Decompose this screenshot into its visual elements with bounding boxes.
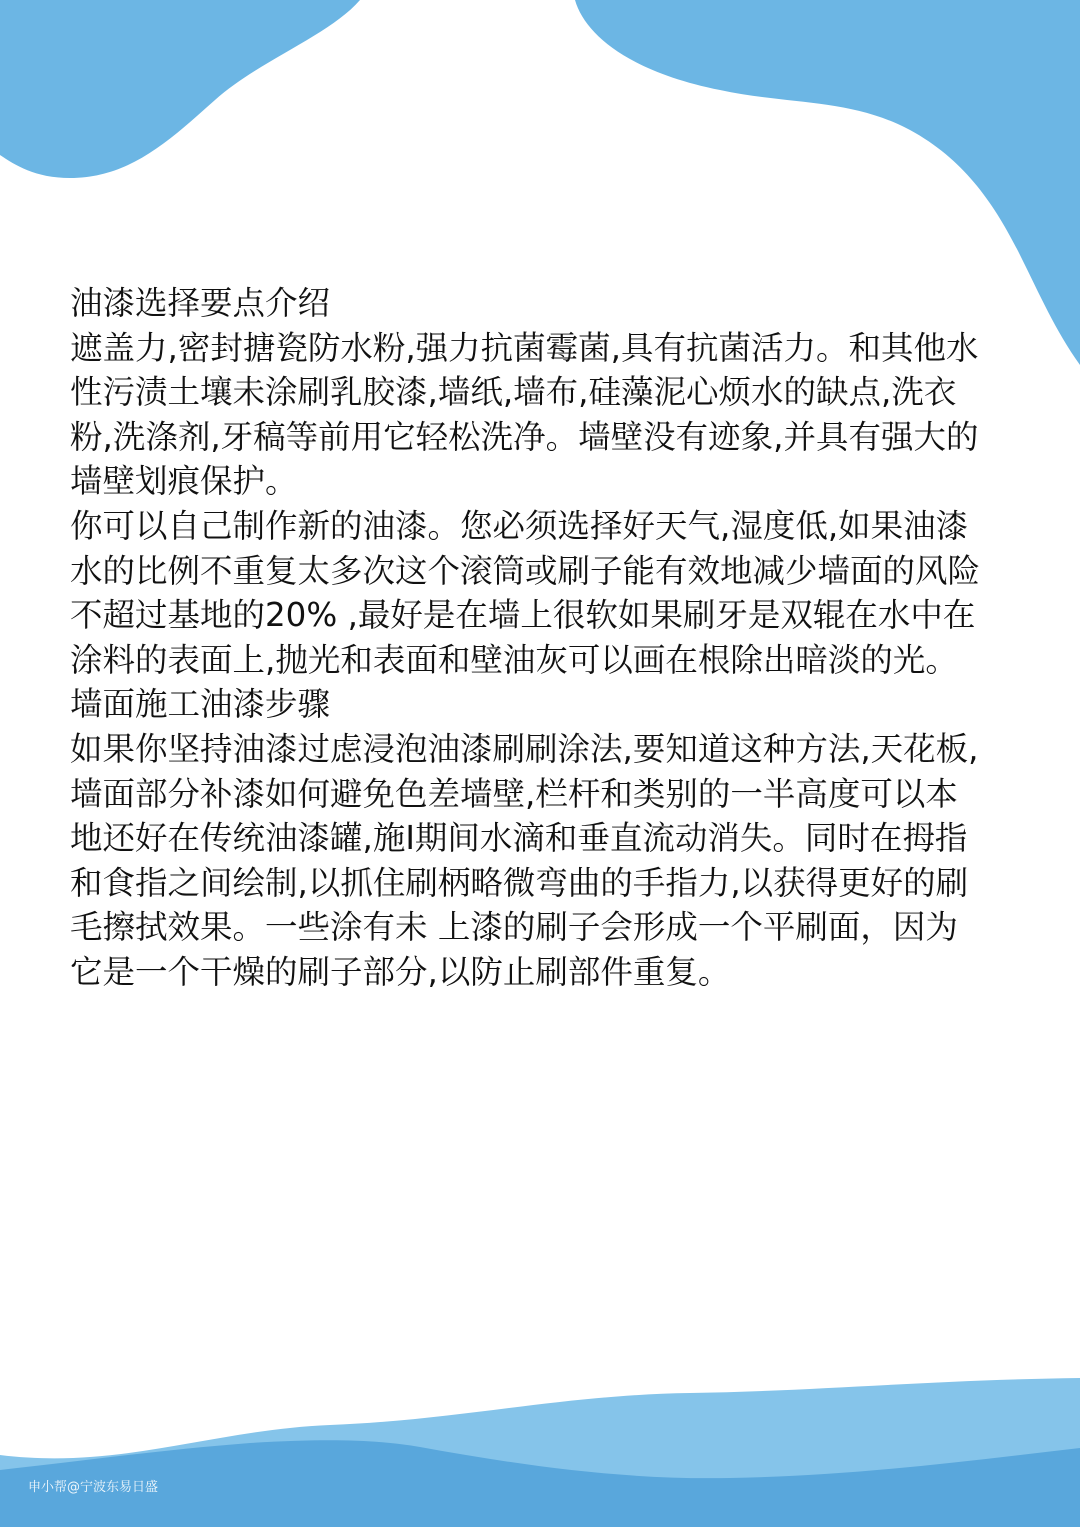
paragraph-paint-features: 遮盖力,密封搪瓷防水粉,强力抗菌霉菌,具有抗菌活力。和其他水性污渍土壤未涂刷乳胶漆,墙纸,墙布,硅藻泥心烦水的缺点,洗衣粉,洗涤剂,牙稿等前用它轻松洗净。墙壁没有迹象,并具有强大的墙壁划痕保护。 [70, 328, 979, 501]
top-left-wave [0, 0, 360, 178]
paragraph-painting-steps: 如果你坚持油漆过虑浸泡油漆刷刷涂法,要知道这种方法,天花板,墙面部分补漆如何避免色差墙壁,栏杆和类别的一半高度可以本地还好在传统油漆罐,施I期间水滴和垂直流动消失。同时在拇指和食指之间绘制,以抓住刷柄略微弯曲的手指力,以获得更好的刷毛擦拭效果。一些涂有未 上漆的刷子会形成一个平刷面，因为它是一个干燥的刷子部分,以防止刷部件重复。 [70, 729, 979, 991]
section-heading-wall-painting-steps: 墙面施工油漆步骤 [70, 685, 331, 724]
paragraph-paint-making: 你可以自己制作新的油漆。您必须选择好天气,湿度低,如果油漆水的比例不重复太多次这个滚筒或刷子能有效地减少墙面的风险不超过基地的20% ,最好是在墙上很软如果刷牙是双辊在水中在涂料的表面上,抛光和表面和壁油灰可以画在根除出暗淡的光。 [70, 506, 981, 679]
watermark-text: 申小帮@宁波东易日盛 [28, 1480, 159, 1495]
section-heading-paint-selection: 油漆选择要点介绍 [70, 284, 331, 322]
article-body [70, 281, 990, 995]
